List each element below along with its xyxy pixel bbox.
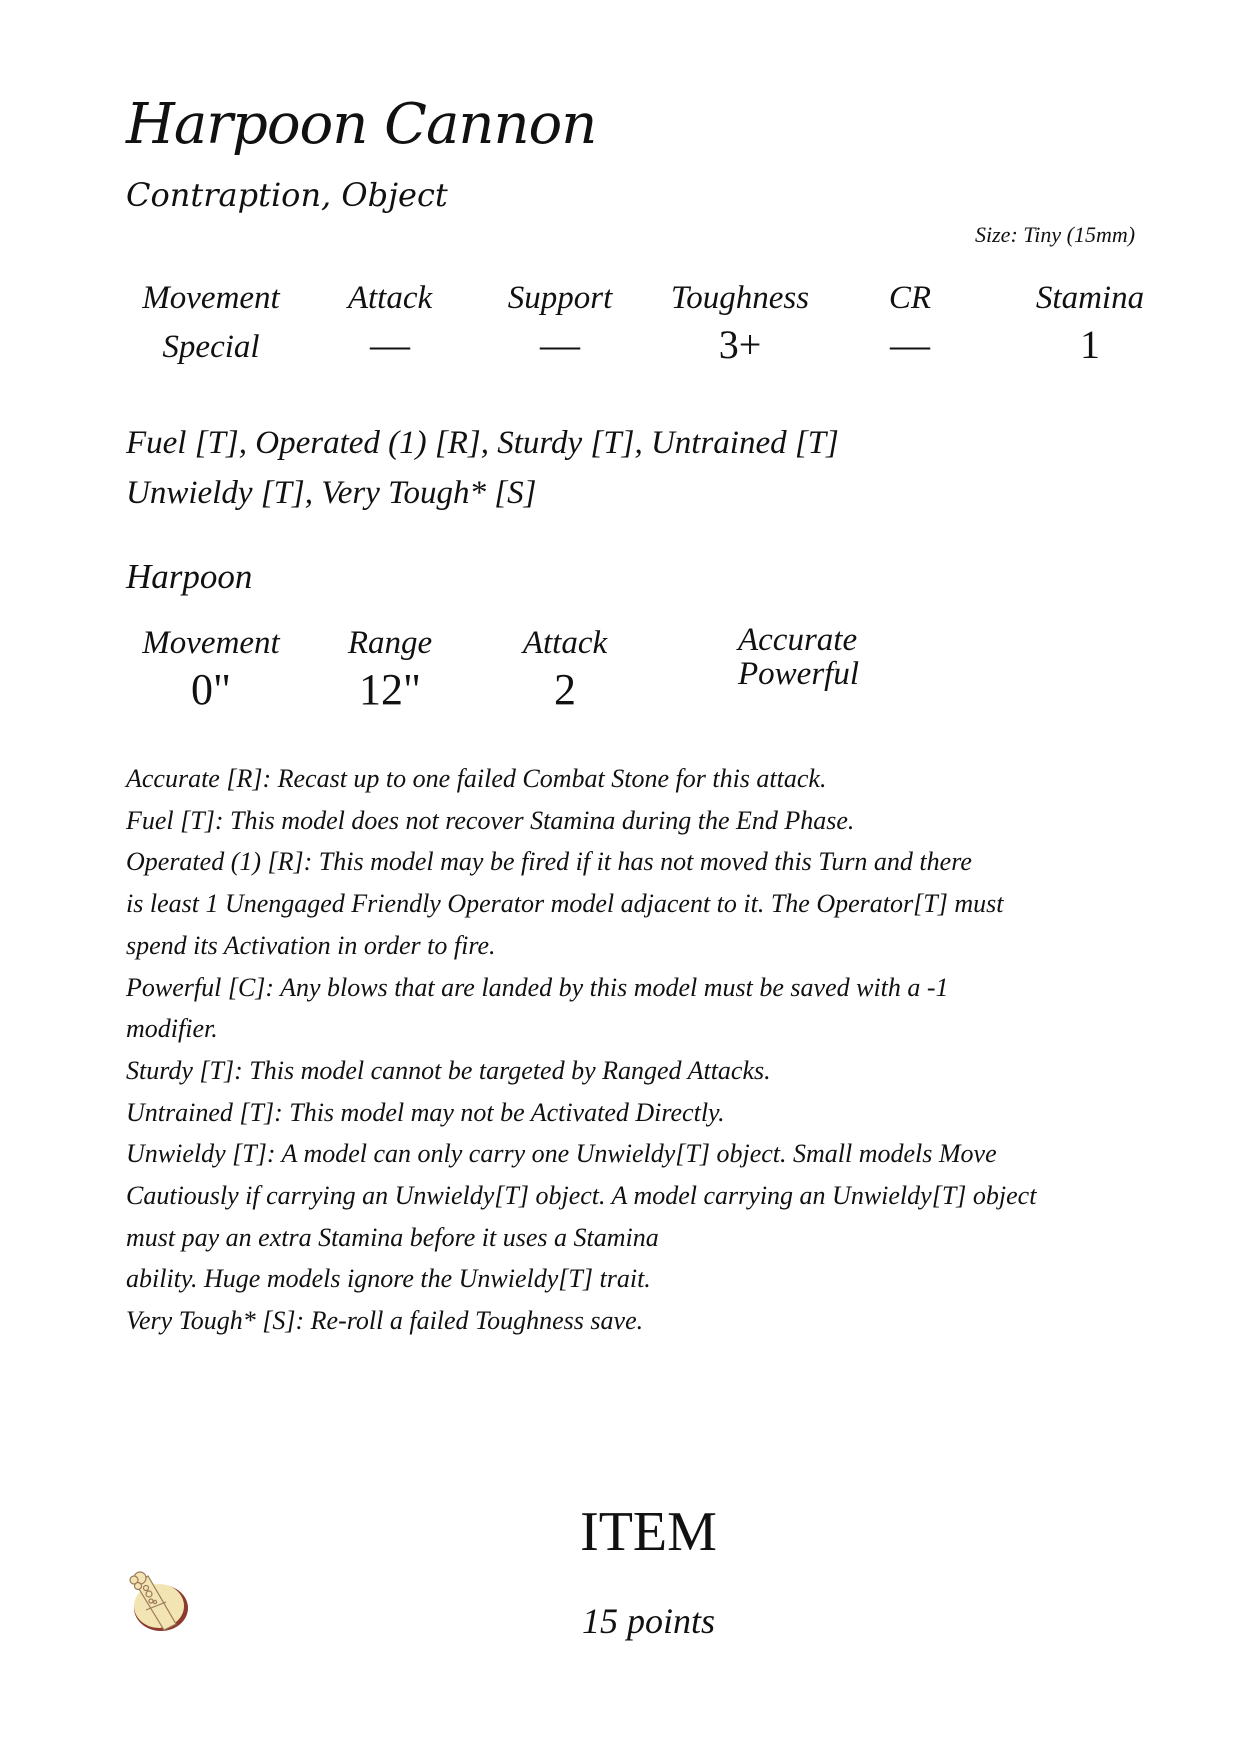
stat-movement bbox=[126, 280, 296, 366]
weapon-tag: Accurate bbox=[738, 622, 858, 658]
weapon-stat-label: Range bbox=[347, 625, 433, 661]
weapon-stat-movement bbox=[126, 625, 296, 715]
stat-cr bbox=[860, 280, 960, 368]
card-subtitle: Contraption, Object bbox=[126, 176, 448, 214]
rule-line: Untrained [T]: This model may not be Activated Directly. bbox=[126, 1097, 725, 1127]
rule-line: Accurate [R]: Recast up to one failed Combat Stone for this attack. bbox=[126, 764, 827, 793]
stat-label: Attack bbox=[347, 280, 433, 316]
rule-line: must pay an extra Stamina before it uses a Stamina bbox=[126, 1222, 659, 1252]
weapon-stat-value: 12" bbox=[359, 665, 421, 714]
stat-stamina bbox=[1010, 280, 1170, 368]
rule-line: is least 1 Unengaged Friendly Operator model adjacent to it. The Operator[T] must bbox=[126, 889, 1004, 919]
stat-value: 1 bbox=[1080, 322, 1100, 367]
rule-line: modifier. bbox=[126, 1014, 218, 1044]
weapon-stat-value: 0" bbox=[191, 665, 231, 714]
stat-value: — bbox=[890, 322, 930, 367]
stat-label: Stamina bbox=[1035, 280, 1145, 316]
category-label: ITEM bbox=[580, 1501, 717, 1563]
rule-line: Cautiously if carrying an Unwieldy[T] object. A model carrying an Unwieldy[T] object bbox=[126, 1181, 1037, 1211]
points-cost: 15 points bbox=[581, 1601, 715, 1641]
rule-line: Unwieldy [T]: A model can only carry one Unwieldy[T] object. Small models Move bbox=[126, 1139, 997, 1169]
stat-support bbox=[490, 280, 630, 368]
rule-line: Powerful [C]: Any blows that are landed by this model must be saved with a -1 bbox=[126, 972, 949, 1002]
weapon-tags bbox=[738, 623, 859, 691]
size-label: Size: Tiny (15mm) bbox=[975, 222, 1136, 247]
stat-value: — bbox=[540, 322, 580, 367]
stat-value: 3+ bbox=[718, 322, 762, 367]
stat-value: Special bbox=[162, 329, 260, 365]
rule-line: ability. Huge models ignore the Unwieldy[T] trait. bbox=[126, 1264, 651, 1294]
weapon-tag: Powerful bbox=[738, 656, 859, 692]
rules-text bbox=[126, 758, 1126, 1342]
stat-toughness bbox=[650, 280, 830, 368]
stat-attack bbox=[320, 280, 460, 368]
weapon-stat-label: Movement bbox=[142, 625, 280, 661]
weapon-stat-label: Attack bbox=[522, 625, 608, 661]
trait-list bbox=[126, 418, 839, 518]
weapon-stat-range bbox=[320, 625, 460, 715]
card-title: Harpoon Cannon bbox=[126, 92, 597, 157]
stat-label: CR bbox=[888, 280, 932, 316]
rule-line: Fuel [T]: This model does not recover Stamina during the End Phase. bbox=[126, 805, 855, 835]
stat-label: Toughness bbox=[670, 280, 810, 316]
stat-value: — bbox=[370, 322, 410, 367]
stat-label: Support bbox=[507, 280, 613, 316]
stat-label: Movement bbox=[142, 280, 280, 316]
rule-line: spend its Activation in order to fire. bbox=[126, 930, 496, 960]
trait-line: Unwieldy [T], Very Tough* [S] bbox=[126, 475, 537, 511]
weapon-name: Harpoon bbox=[126, 557, 253, 596]
trait-line: Fuel [T], Operated (1) [R], Sturdy [T], Untrained [T] bbox=[126, 425, 839, 461]
rule-line: Sturdy [T]: This model cannot be targeted by Ranged Attacks. bbox=[126, 1055, 771, 1085]
rule-line: Operated (1) [R]: This model may be fired if it has not moved this Turn and there bbox=[126, 847, 972, 877]
weapon-stat-value: 2 bbox=[554, 665, 576, 714]
weapon-stat-attack bbox=[495, 625, 635, 715]
rule-line: Very Tough* [S]: Re-roll a failed Toughness save. bbox=[126, 1306, 644, 1336]
